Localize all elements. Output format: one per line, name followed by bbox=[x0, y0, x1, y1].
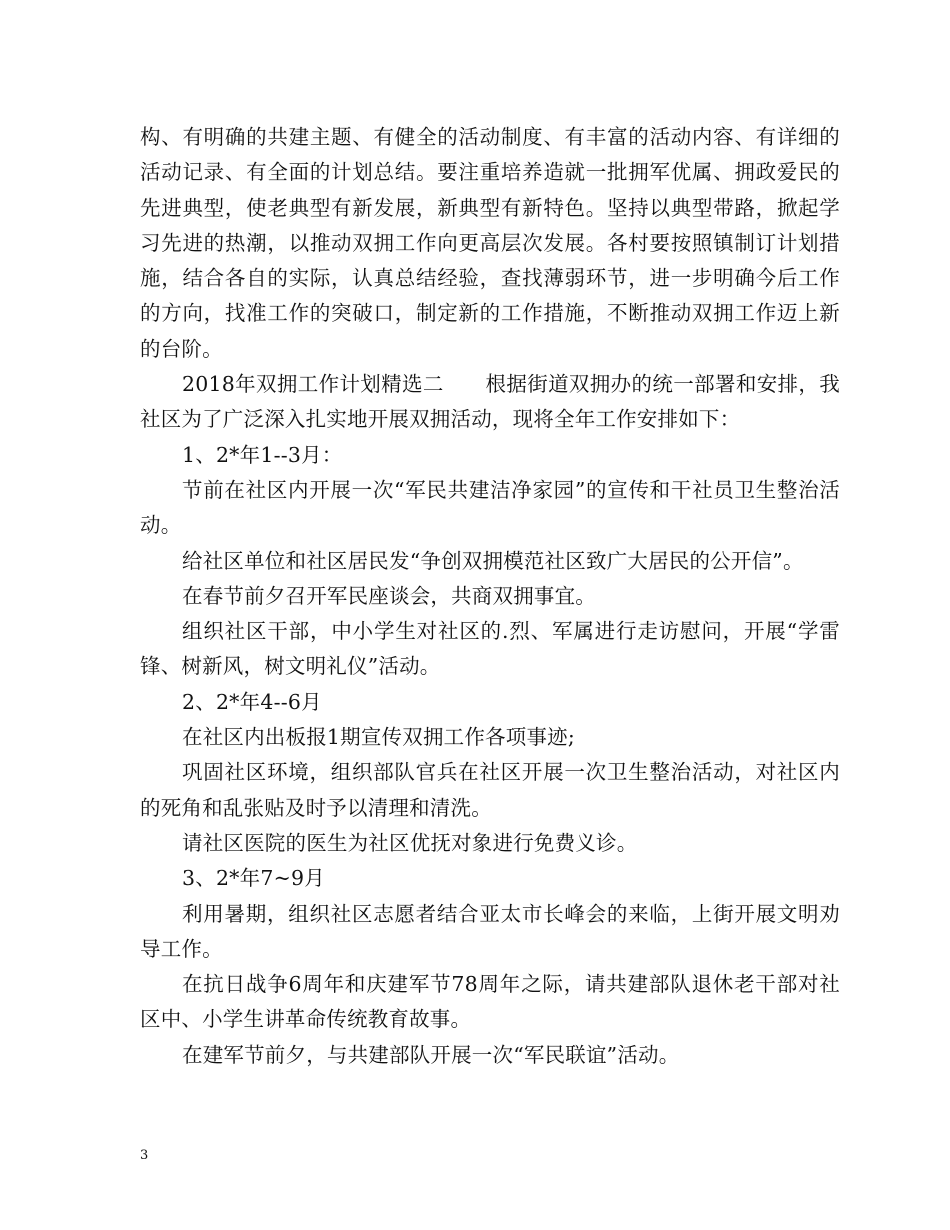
paragraph-2: 2018年双拥工作计划精选二 根据街道双拥办的统一部署和安排，我社区为了广泛深入扎实地开展双拥活动，现将全年工作安排如下： bbox=[140, 372, 840, 432]
paragraph-15: 在建军节前夕，与共建部队开展一次“军民联谊”活动。 bbox=[182, 1042, 680, 1067]
paragraph-10: 巩固社区环境，组织部队官兵在社区开展一次卫生整治活动，对社区内的死角和乱张贴及时予以清理和清洗。 bbox=[140, 760, 840, 820]
paragraph-12: 3、2*年7~9月 bbox=[182, 866, 325, 891]
paragraph-9: 在社区内出板报1期宣传双拥工作各项事迹; bbox=[182, 725, 575, 750]
paragraph-4: 节前在社区内开展一次“军民共建洁净家园”的宣传和干社员卫生整治活动。 bbox=[140, 477, 840, 538]
paragraph-5: 给社区单位和社区居民发“争创双拥模范社区致广大居民的公开信”。 bbox=[182, 548, 804, 573]
paragraph-3: 1、2*年1--3月： bbox=[182, 442, 343, 467]
paragraph-7: 组织社区干部，中小学生对社区的.烈、军属进行走访慰问，开展“学雷锋、树新风，树文明礼仪”活动。 bbox=[140, 619, 840, 679]
document-body bbox=[140, 120, 840, 1073]
paragraph-11: 请社区医院的医生为社区优抚对象进行免费义诊。 bbox=[182, 830, 638, 855]
paragraph-1: 构、有明确的共建主题、有健全的活动制度、有丰富的活动内容、有详细的活动记录、有全面的计划总结。要注重培养造就一批拥军优属、拥政爱民的先进典型，使老典型有新发展，新典型有新特色。坚持以典型带路，掀起学习先进的热潮，以推动双拥工作向更高层次发展。各村要按照镇制订计划措施，结合各自的实际，认真总结经验，查找薄弱环节，进一步明确今后工作的方向，找准工作的突破口，制定新的工作措施，不断推动双拥工作迈上新的台阶。 bbox=[140, 125, 840, 361]
paragraph-13: 利用暑期，组织社区志愿者结合亚太市长峰会的来临，上街开展文明劝导工作。 bbox=[140, 901, 840, 961]
paragraph-14: 在抗日战争6周年和庆建军节78周年之际，请共建部队退休老干部对社区中、小学生讲革命传统教育故事。 bbox=[140, 972, 840, 1032]
paragraph-6: 在春节前夕召开军民座谈会，共商双拥事宜。 bbox=[182, 583, 596, 608]
paragraph-8: 2、2*年4--6月 bbox=[182, 689, 322, 714]
page-number: 3 bbox=[140, 1148, 149, 1163]
